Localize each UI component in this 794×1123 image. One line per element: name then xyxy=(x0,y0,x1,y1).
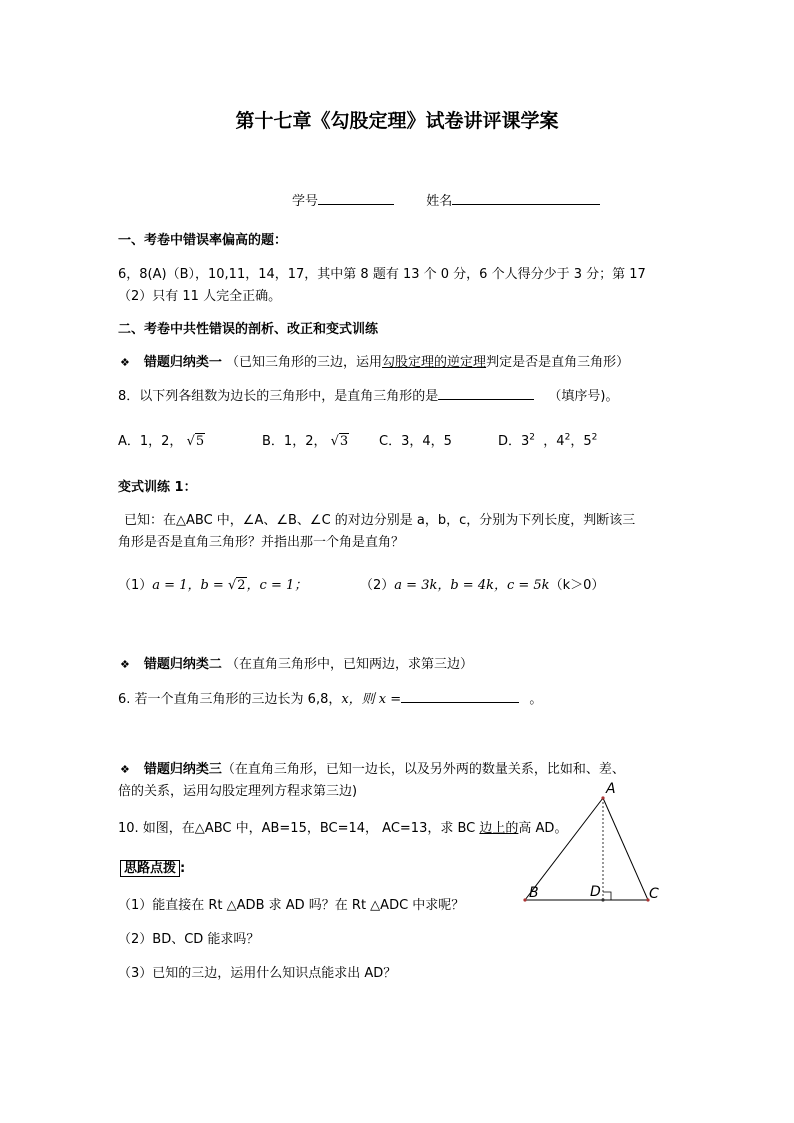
category1-label: 错题归纳类一 xyxy=(143,355,222,370)
variant1-part1-c: ，c = 1； xyxy=(246,578,308,593)
category2 xyxy=(120,653,473,672)
q8-option-a-radicand: 5 xyxy=(195,434,205,449)
point-d xyxy=(601,898,604,901)
q8-option-b xyxy=(262,430,349,449)
question10-post: 高 AD。 xyxy=(518,821,568,836)
q8-option-d-base2: 4 xyxy=(556,434,565,449)
question6-stem: 6. 若一个直角三角形的三边长为 6,8， xyxy=(118,692,342,707)
page-title: 第十七章《勾股定理》试卷讲评课学案 xyxy=(235,110,559,132)
hint-colon: : xyxy=(180,861,186,876)
category1-desc-pre: （已知三角形的三边，运用 xyxy=(226,355,383,370)
question6-var: x，则 x = xyxy=(341,692,402,707)
diamond-bullet-icon: ❖ xyxy=(120,763,130,776)
hint-q1: （1）能直接在 Rt △ADB 求 AD 吗？在 Rt △ADC 中求呢？ xyxy=(118,898,465,913)
variant1-part2-label: （2） xyxy=(360,578,395,593)
question8-suffix: （填序号)。 xyxy=(548,389,619,404)
q8-option-d-label: D． xyxy=(498,434,522,449)
q8-option-d-exp1: 2 xyxy=(529,432,536,443)
diamond-bullet-icon: ❖ xyxy=(120,356,130,369)
variant1-part1-label: （1） xyxy=(118,578,153,593)
q8-option-d: D．$3^2$ ，$4^2$，$5^2$ xyxy=(498,432,598,449)
question6 xyxy=(118,688,542,707)
section1-line2: （2）只有 11 人完全正确。 xyxy=(118,289,282,304)
label-b: B xyxy=(529,885,539,901)
q8-option-d-base1: 3 xyxy=(521,434,530,449)
sqrt-icon: √5 xyxy=(186,434,205,449)
right-angle-mark xyxy=(603,892,611,900)
q8-option-a-text: A．1，2， xyxy=(118,434,183,449)
variant1-part2 xyxy=(360,574,604,593)
point-a xyxy=(601,796,604,799)
question6-answer-blank[interactable] xyxy=(401,688,519,703)
student-name-field[interactable] xyxy=(452,190,600,205)
category3-desc-line1: （在直角三角形，已知一边长，以及另外两的数量关系，比如和、差、 xyxy=(221,762,625,777)
q8-option-d-exp3: 2 xyxy=(591,432,598,443)
q8-option-b-text: B．1，2， xyxy=(262,434,327,449)
section2-heading: 二、考卷中共性错误的剖析、改正和变式训练 xyxy=(118,322,379,337)
section1-heading: 一、考卷中错误率偏高的题： xyxy=(118,233,288,248)
question8-stem: 8．以下列各组数为边长的三角形中，是直角三角形的是 xyxy=(118,389,439,404)
hint-q3: （3）已知的三边，运用什么知识点能求出 AD？ xyxy=(118,966,397,981)
hint-q2: （2）BD、CD 能求吗？ xyxy=(118,932,260,947)
variant1-part1-radicand: 2 xyxy=(237,578,246,593)
question8-answer-blank[interactable] xyxy=(438,385,534,400)
variant1-part1 xyxy=(118,574,307,593)
category3-desc-line2: 倍的关系，运用勾股定理列方程求第三边) xyxy=(118,784,358,799)
question10-pre: 10. 如图，在△ABC 中，AB=15，BC=14， AC=13，求 BC xyxy=(118,821,480,836)
question10 xyxy=(118,817,567,836)
q8-option-c: C．3，4，5 xyxy=(379,434,452,449)
category3-label: 错题归纳类三 xyxy=(143,762,222,777)
question6-end: 。 xyxy=(529,692,543,707)
hint-heading xyxy=(120,857,185,876)
q8-option-d-base3: 5 xyxy=(583,434,592,449)
variant1-line2: 角形是否是直角三角形？并指出那一个角是直角？ xyxy=(118,535,405,550)
student-name-label: 姓名 xyxy=(426,194,453,209)
q8-option-d-exp2: 2 xyxy=(564,432,571,443)
sqrt-icon: √2 xyxy=(227,578,246,593)
hint-label: 思路点拨 xyxy=(120,860,180,877)
category1-desc-underlined: 勾股定理的逆定理 xyxy=(382,355,487,370)
question10-underlined: 边上的 xyxy=(479,821,519,836)
category2-desc: （在直角三角形中，已知两边，求第三边） xyxy=(226,657,474,672)
section1-line1: 6，8(A)（B），10,11，14，17，其中第 8 题有 13 个 0 分，6 个人得分少于 3 分；第 17 xyxy=(118,267,646,282)
student-info xyxy=(292,190,600,209)
student-number-label: 学号 xyxy=(292,194,319,209)
category2-label: 错题归纳类二 xyxy=(143,657,222,672)
diamond-bullet-icon: ❖ xyxy=(120,658,130,671)
variant1-heading: 变式训练 1： xyxy=(118,480,197,495)
label-c: C xyxy=(649,886,659,902)
question8 xyxy=(118,385,619,404)
student-number-field[interactable] xyxy=(318,190,394,205)
variant1-part2-condition: （k＞0） xyxy=(549,578,605,593)
label-d: D xyxy=(590,884,601,900)
sqrt-icon: √3 xyxy=(330,434,349,449)
triangle-figure xyxy=(515,775,675,910)
variant1-part1-ab: a = 1，b = xyxy=(152,578,228,593)
point-b xyxy=(523,898,526,901)
category1 xyxy=(120,351,629,370)
q8-option-b-radicand: 3 xyxy=(339,434,349,449)
category1-desc-post: 判定是否是直角三角形） xyxy=(486,355,630,370)
variant1-part2-text: a = 3k，b = 4k，c = 5k xyxy=(394,578,550,593)
side-ac xyxy=(603,798,648,900)
variant1-line1: 已知：在△ABC 中，∠A、∠B、∠C 的对边分别是 a，b，c，分别为下列长度，判断该三 xyxy=(124,513,636,528)
q8-option-a xyxy=(118,430,205,449)
label-a: A xyxy=(606,781,616,797)
